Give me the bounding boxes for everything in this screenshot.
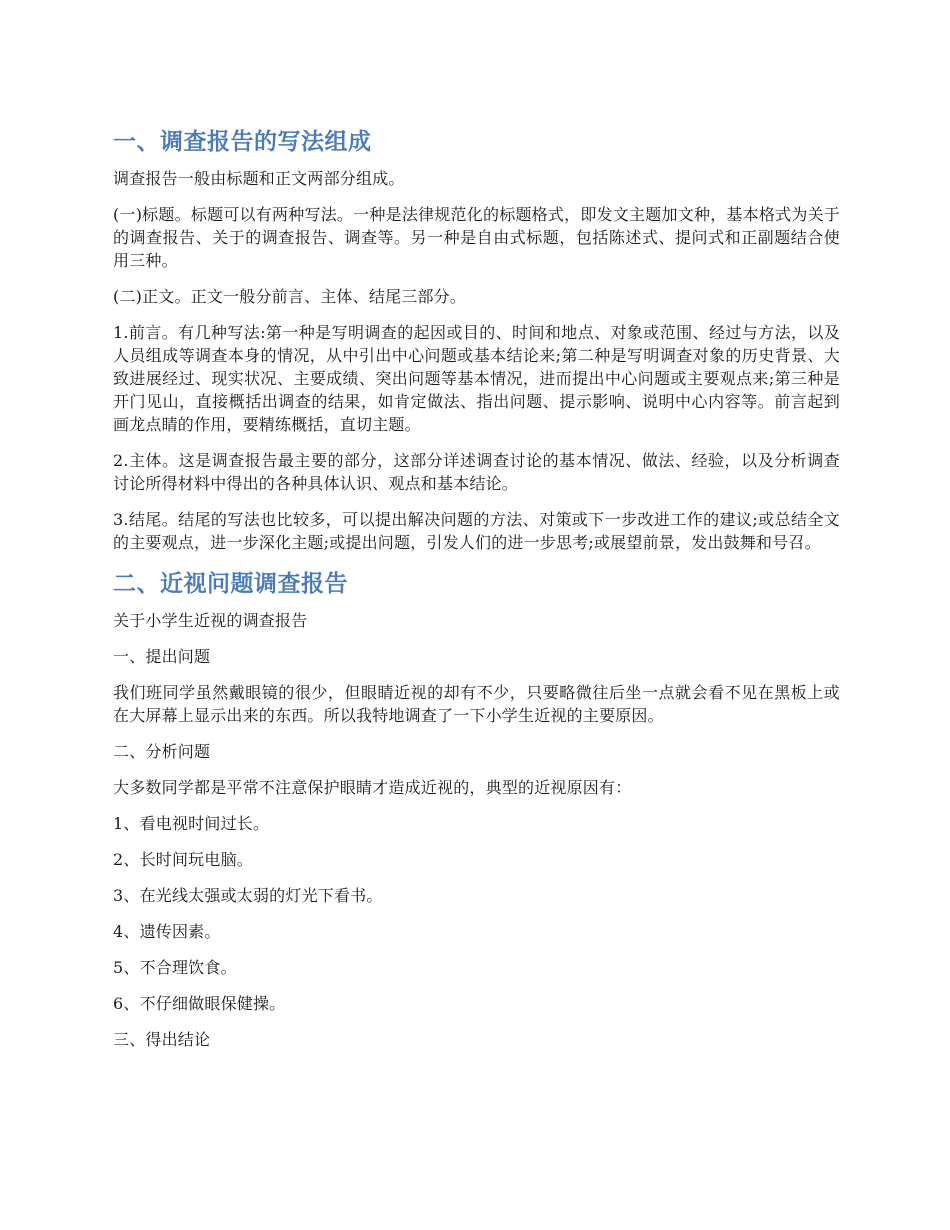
paragraph-report-title: 关于小学生近视的调查报告 <box>113 611 308 630</box>
list-item-cause-5: 5、不合理饮食。 <box>113 958 237 977</box>
list-item-cause-6: 6、不仔细做眼保健操。 <box>113 994 286 1013</box>
list-item-cause-4: 4、遗传因素。 <box>113 922 221 941</box>
list-item-cause-1: 1、看电视时间过长。 <box>113 814 270 833</box>
section-heading-myopia-report: 二、近视问题调查报告 <box>113 571 348 597</box>
paragraph-intro: 调查报告一般由标题和正文两部分组成。 <box>113 169 405 188</box>
paragraph-preface: 1.前言。有几种写法:第一种是写明调查的起因或目的、时间和地点、对象或范围、经过与方法，以及人员组成等调查本身的情况，从中引出中心问题或基本结论来;第二种是写明调查对象的历史背景、大致进展经过、现实状况、主要成绩、突出问题等基本情况，进而提出中心问题或主要观点来;第三种是开门见山，直接概括出调查的结果，如肯定做法、指出问题、提示影响、说明中心内容等。前言起到画龙点睛的作用，要精练概括，直切主题。 <box>113 323 840 434</box>
paragraph-raise-question: 一、提出问题 <box>113 647 211 666</box>
paragraph-body-part: (二)正文。正文一般分前言、主体、结尾三部分。 <box>113 287 467 306</box>
paragraph-conclusion: 三、得出结论 <box>113 1030 211 1049</box>
paragraph-analyze-question: 二、分析问题 <box>113 742 211 761</box>
section-heading-writing-composition: 一、调查报告的写法组成 <box>113 129 372 155</box>
list-item-cause-3: 3、在光线太强或太弱的灯光下看书。 <box>113 886 383 905</box>
list-item-cause-2: 2、长时间玩电脑。 <box>113 850 253 869</box>
paragraph-question-detail: 我们班同学虽然戴眼镜的很少，但眼睛近视的却有不少，只要略微往后坐一点就会看不见在黑板上或在大屏幕上显示出来的东西。所以我特地调查了一下小学生近视的主要原因。 <box>113 683 840 725</box>
paragraph-ending: 3.结尾。结尾的写法也比较多，可以提出解决问题的方法、对策或下一步改进工作的建议;或总结全文的主要观点，进一步深化主题;或提出问题，引发人们的进一步思考;或展望前景，发出鼓舞和号召。 <box>113 510 840 552</box>
paragraph-title-part: (一)标题。标题可以有两种写法。一种是法律规范化的标题格式，即发文主题加文种，基本格式为关于的调查报告、关于的调查报告、调查等。另一种是自由式标题，包括陈述式、提问式和正副题结合使用三种。 <box>113 205 840 270</box>
paragraph-main-body: 2.主体。这是调查报告最主要的部分，这部分详述调查讨论的基本情况、做法、经验，以及分析调查讨论所得材料中得出的各种具体认识、观点和基本结论。 <box>113 451 840 493</box>
document-page <box>113 126 840 1064</box>
paragraph-analysis-detail: 大多数同学都是平常不注意保护眼睛才造成近视的，典型的近视原因有： <box>113 778 632 797</box>
